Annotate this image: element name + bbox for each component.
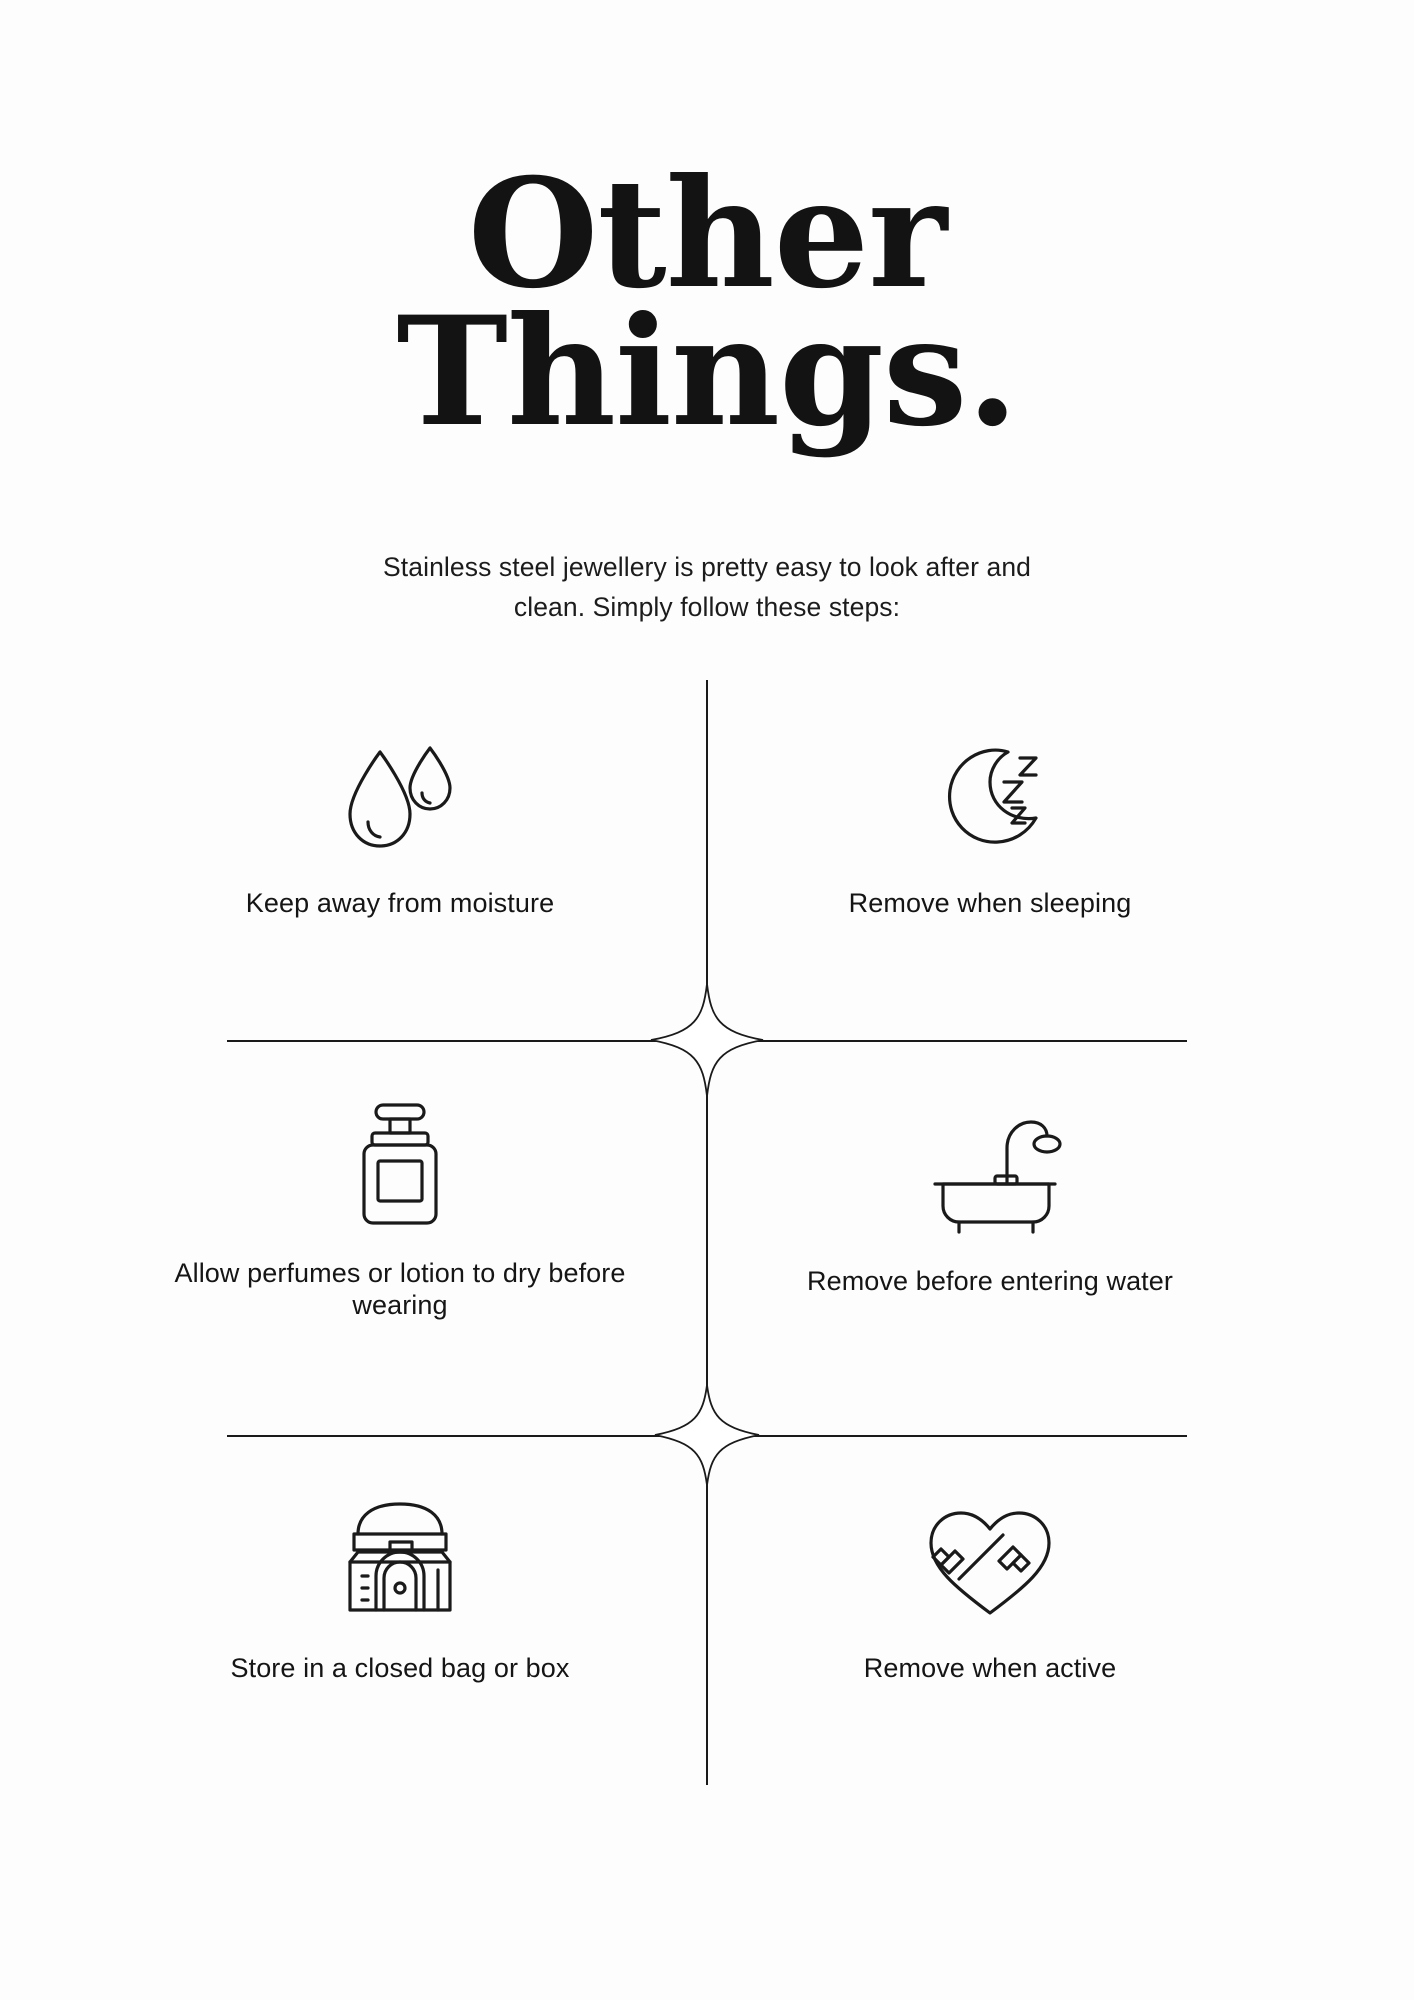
sleeping-moon-icon	[755, 720, 1225, 870]
tip-item-sleeping	[755, 720, 1225, 920]
bathtub-shower-icon	[755, 1098, 1225, 1248]
tip-caption: Store in a closed bag or box	[230, 1653, 570, 1683]
tip-item-perfume	[165, 1090, 635, 1322]
page-title-line-2: Things.	[396, 284, 1018, 460]
four-point-star-icon-2	[647, 1375, 767, 1495]
tip-caption: Keep away from moisture	[245, 888, 555, 918]
page-title-line-1: Other	[467, 146, 947, 322]
dumbbell-heart-icon	[755, 1485, 1225, 1635]
tip-caption: Remove when sleeping	[848, 888, 1132, 918]
tip-caption: Remove before entering water	[807, 1266, 1173, 1296]
page-title	[0, 146, 1414, 460]
tip-caption: Allow perfumes or lotion to dry before wearing	[174, 1258, 626, 1320]
four-point-star-icon	[647, 980, 767, 1100]
tip-item-active	[755, 1485, 1225, 1685]
perfume-bottle-icon	[165, 1090, 635, 1240]
water-drops-icon	[165, 720, 635, 870]
tip-caption: Remove when active	[863, 1653, 1117, 1683]
intro-paragraph: Stainless steel jewellery is pretty easy to look after and clean. Simply follow these steps:	[383, 552, 1031, 622]
tip-item-water	[755, 1098, 1225, 1298]
tip-item-storage	[165, 1485, 635, 1685]
tip-item-moisture	[165, 720, 635, 920]
vertical-divider	[706, 680, 708, 1785]
tips-grid	[0, 680, 1414, 1800]
jewellery-box-icon	[165, 1485, 635, 1635]
